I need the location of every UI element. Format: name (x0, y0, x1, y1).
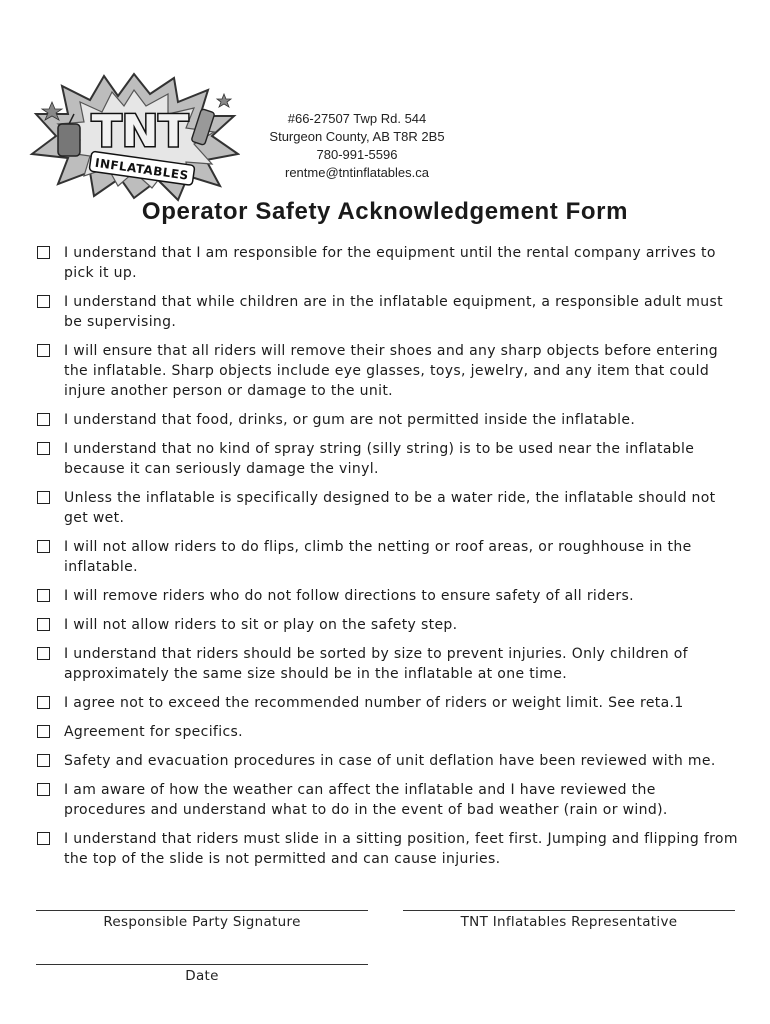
checkbox[interactable] (37, 540, 50, 553)
list-item (36, 537, 738, 577)
item-text: I am aware of how the weather can affect the inflatable and I have reviewed the procedures and understand what to do in the event of bad weather (rain or wind). (64, 782, 668, 818)
checkbox[interactable] (37, 589, 50, 602)
item-text: I will remove riders who do not follow directions to ensure safety of all riders. (64, 588, 634, 604)
checkbox[interactable] (37, 442, 50, 455)
responsible-party-signature-label: Responsible Party Signature (103, 914, 301, 930)
list-item (36, 693, 738, 713)
list-item (36, 341, 738, 401)
checkbox[interactable] (37, 696, 50, 709)
date-line[interactable] (36, 964, 368, 965)
list-item (36, 644, 738, 684)
item-text: I will ensure that all riders will remove their shoes and any sharp objects before entering the inflatable. Sharp objects include eye glasses, toys, jewelry, and any item that could injure another person or damage to the unit. (64, 343, 719, 399)
address-email: rentme@tntinflatables.ca (285, 165, 429, 180)
item-text: I understand that food, drinks, or gum are not permitted inside the inflatable. (64, 412, 636, 428)
checkbox[interactable] (37, 754, 50, 767)
logo-tagline-text: INFLATABLES (94, 155, 190, 183)
checkbox[interactable] (37, 783, 50, 796)
item-text: I understand that while children are in the inflatable equipment, a responsible adult must be supervising. (64, 294, 723, 330)
checkbox[interactable] (37, 295, 50, 308)
list-item (36, 243, 738, 283)
item-text: I understand that riders should be sorted by size to prevent injuries. Only children of approximately the same size should be in the inflatable at one time. (64, 646, 688, 682)
representative-signature-line[interactable] (403, 910, 735, 911)
item-text: I understand that riders must slide in a sitting position, feet first. Jumping and flipping from the top of the slide is not permitted and can cause injuries. (64, 831, 738, 867)
list-item (36, 292, 738, 332)
checkbox[interactable] (37, 246, 50, 259)
list-item (36, 615, 738, 635)
item-text: I will not allow riders to sit or play on the safety step. (64, 617, 458, 633)
list-item (36, 439, 738, 479)
item-text: I understand that I am responsible for the equipment until the rental company arrives to pick it up. (64, 245, 716, 281)
date-label: Date (185, 968, 219, 984)
logo-graphic (28, 72, 240, 202)
list-item (36, 829, 738, 869)
checkbox[interactable] (37, 618, 50, 631)
responsible-party-signature-line[interactable] (36, 910, 368, 911)
checkbox[interactable] (37, 647, 50, 660)
address-city: Sturgeon County, AB T8R 2B5 (269, 129, 445, 144)
list-item (36, 780, 738, 820)
logo-brand-text: TNT (91, 106, 189, 157)
address-street: #66-27507 Twp Rd. 544 (287, 111, 427, 126)
list-item (36, 410, 738, 430)
list-item (36, 586, 738, 606)
representative-signature-label: TNT Inflatables Representative (460, 914, 678, 930)
checkbox[interactable] (37, 413, 50, 426)
address-phone: 780-991-5596 (316, 147, 398, 162)
list-item (36, 751, 738, 771)
item-text: I will not allow riders to do flips, climb the netting or roof areas, or roughhouse in the inflatable. (64, 539, 692, 575)
checkbox[interactable] (37, 491, 50, 504)
item-text: Safety and evacuation procedures in case of unit deflation have been reviewed with me. (64, 753, 716, 769)
company-address (232, 110, 482, 182)
list-item (36, 488, 738, 528)
acknowledgement-list (36, 243, 738, 878)
item-text: I agree not to exceed the recommended number of riders or weight limit. See reta.1 (64, 695, 684, 711)
item-text: I understand that no kind of spray string (silly string) is to be used near the inflatable because it can seriously damage the vinyl. (64, 441, 695, 477)
checkbox[interactable] (37, 832, 50, 845)
form-title: Operator Safety Acknowledgement Form (141, 198, 629, 225)
company-logo (28, 72, 240, 202)
checkbox[interactable] (37, 344, 50, 357)
list-item (36, 722, 738, 742)
item-text: Agreement for specifics. (64, 724, 243, 740)
item-text: Unless the inflatable is specifically designed to be a water ride, the inflatable should not get wet. (64, 490, 716, 526)
checkbox[interactable] (37, 725, 50, 738)
